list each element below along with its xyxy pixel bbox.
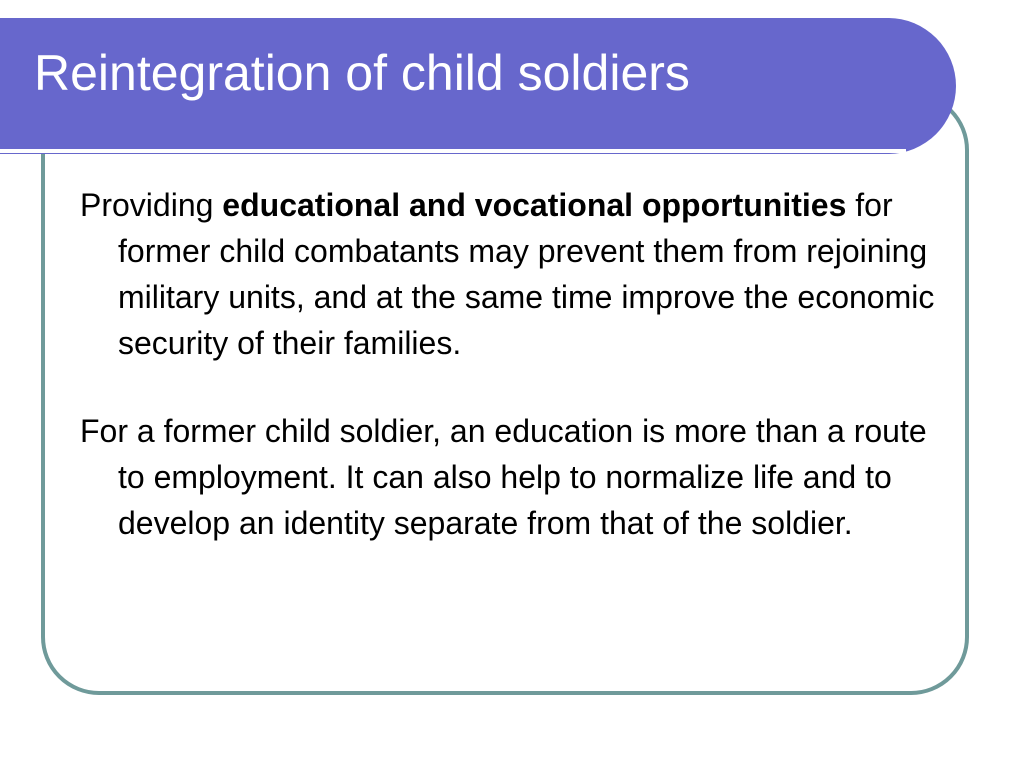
paragraph-emphasis-text: educational and vocational opportunities — [222, 187, 847, 223]
paragraph-rest-text: for former child combatants may prevent them from rejoining military units, and at the same time improve the economic security of their families. — [118, 187, 935, 361]
paragraph-education-opportunities — [80, 182, 950, 366]
slide-body — [80, 182, 950, 588]
slide-title: Reintegration of child soldiers — [34, 45, 690, 101]
title-underline — [0, 149, 906, 153]
paragraph-education-identity: For a former child soldier, an education is more than a route to employment. It can also help to normalize life and to develop an identity separate from that of the soldier. — [80, 413, 927, 541]
paragraph-lead-text: Providing — [80, 187, 223, 223]
